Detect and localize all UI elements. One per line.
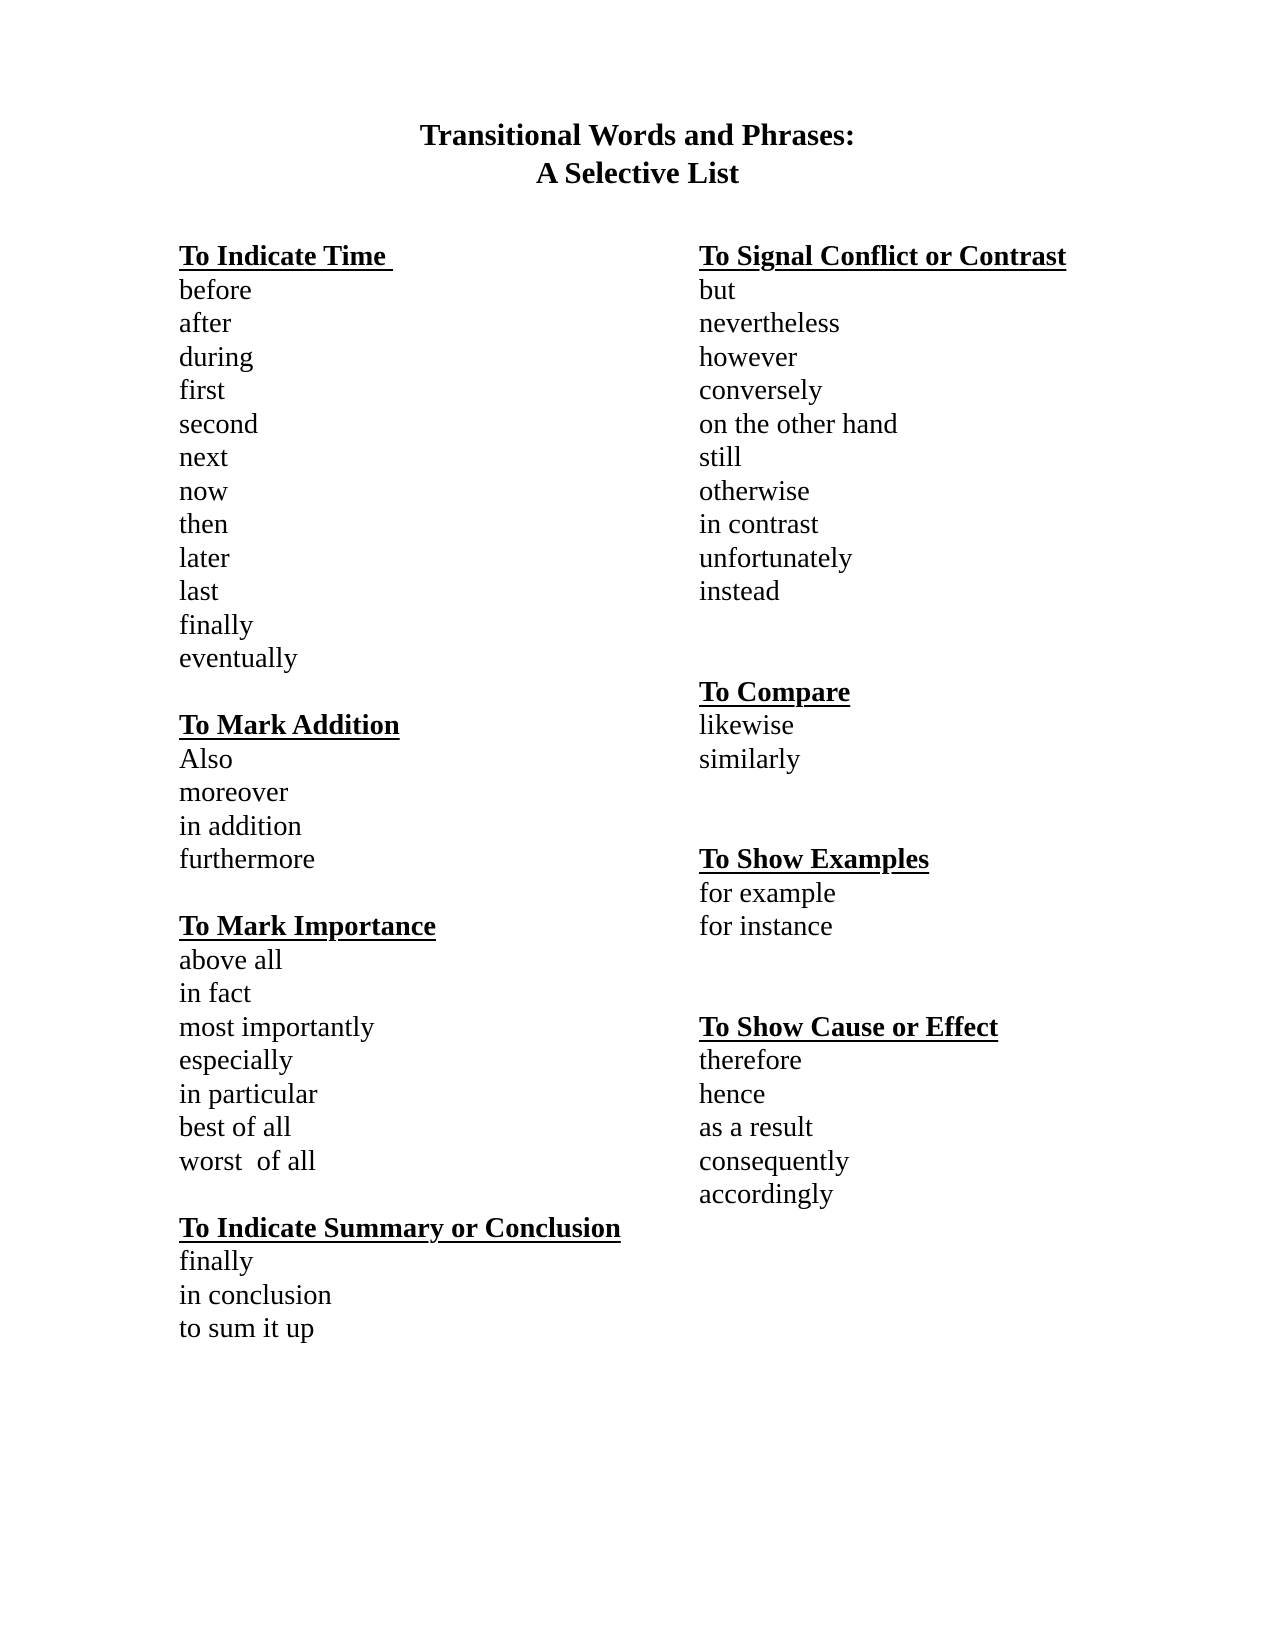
list-item: first [179,375,225,406]
list-item: consequently [699,1145,850,1177]
list-item: for example [699,877,836,909]
word-list [179,743,659,877]
list-item: to sum it up [179,1313,315,1344]
section-mark-importance [179,910,659,1178]
list-item: then [179,509,229,540]
list-item: especially [179,1045,293,1076]
list-item: in particular [179,1078,318,1110]
list-item: during [179,341,254,373]
section-indicate-time [179,240,659,676]
list-item: however [699,341,798,373]
section-mark-addition [179,709,659,877]
list-item: in fact [179,978,252,1009]
list-item: second [179,408,259,440]
list-item: after [179,308,232,339]
section-heading: To Compare [699,676,851,708]
word-list [699,877,1179,944]
list-item: most importantly [179,1011,375,1043]
list-item: instead [699,576,780,607]
section-spacer [179,1178,659,1212]
section-spacer [699,944,1179,1011]
list-item: likewise [699,710,794,741]
list-item: on the other hand [699,408,898,440]
section-heading: To Mark Addition [179,710,400,741]
section-heading: To Signal Conflict or Contrast [699,241,1067,272]
section-spacer [179,877,659,911]
list-item: next [179,442,229,473]
page-title-line-1: Transitional Words and Phrases: [419,117,856,152]
section-compare [699,676,1179,777]
list-item: otherwise [699,475,810,507]
section-cause-effect [699,1011,1179,1212]
section-heading: To Show Cause or Effect [699,1011,999,1043]
word-list [179,1245,659,1346]
list-item: furthermore [179,844,316,875]
list-item: unfortunately [699,542,853,574]
section-show-examples [699,843,1179,944]
list-item: later [179,542,230,574]
section-spacer [179,676,659,710]
section-indicate-summary [179,1212,659,1346]
list-item: moreover [179,777,289,808]
list-item: best of all [179,1112,292,1143]
list-item: still [699,442,742,473]
list-item: therefore [699,1045,802,1076]
section-heading: To Mark Importance [179,911,437,942]
list-item: for instance [699,911,833,942]
list-item: accordingly [699,1179,834,1210]
word-list [179,274,659,676]
list-item: in conclusion [179,1279,332,1311]
word-list [699,274,1179,609]
section-spacer [699,776,1179,843]
list-item: finally [179,1246,254,1277]
list-item: but [699,274,736,306]
list-item: last [179,576,219,607]
list-item: in contrast [699,509,819,540]
right-column [699,240,1179,1212]
list-item: before [179,274,252,306]
page-title-line-2: A Selective List [535,155,740,190]
word-list [699,709,1179,776]
list-item: now [179,475,229,507]
left-column [179,240,659,1346]
page-title [0,116,1275,192]
section-signal-contrast [699,240,1179,609]
list-item: finally [179,609,254,641]
section-spacer [699,609,1179,676]
section-heading: To Show Examples [699,844,930,875]
list-item: similarly [699,743,801,775]
section-heading: To Indicate Time [179,241,394,272]
list-item: worst of all [179,1145,316,1177]
section-heading: To Indicate Summary or Conclusion [179,1212,621,1244]
list-item: as a result [699,1112,813,1143]
list-item: conversely [699,375,823,406]
list-item: hence [699,1078,766,1110]
list-item: nevertheless [699,308,840,339]
list-item: in addition [179,810,302,842]
word-list [699,1044,1179,1212]
list-item: eventually [179,643,298,674]
list-item: Also [179,743,233,775]
list-item: above all [179,944,283,976]
word-list [179,944,659,1179]
